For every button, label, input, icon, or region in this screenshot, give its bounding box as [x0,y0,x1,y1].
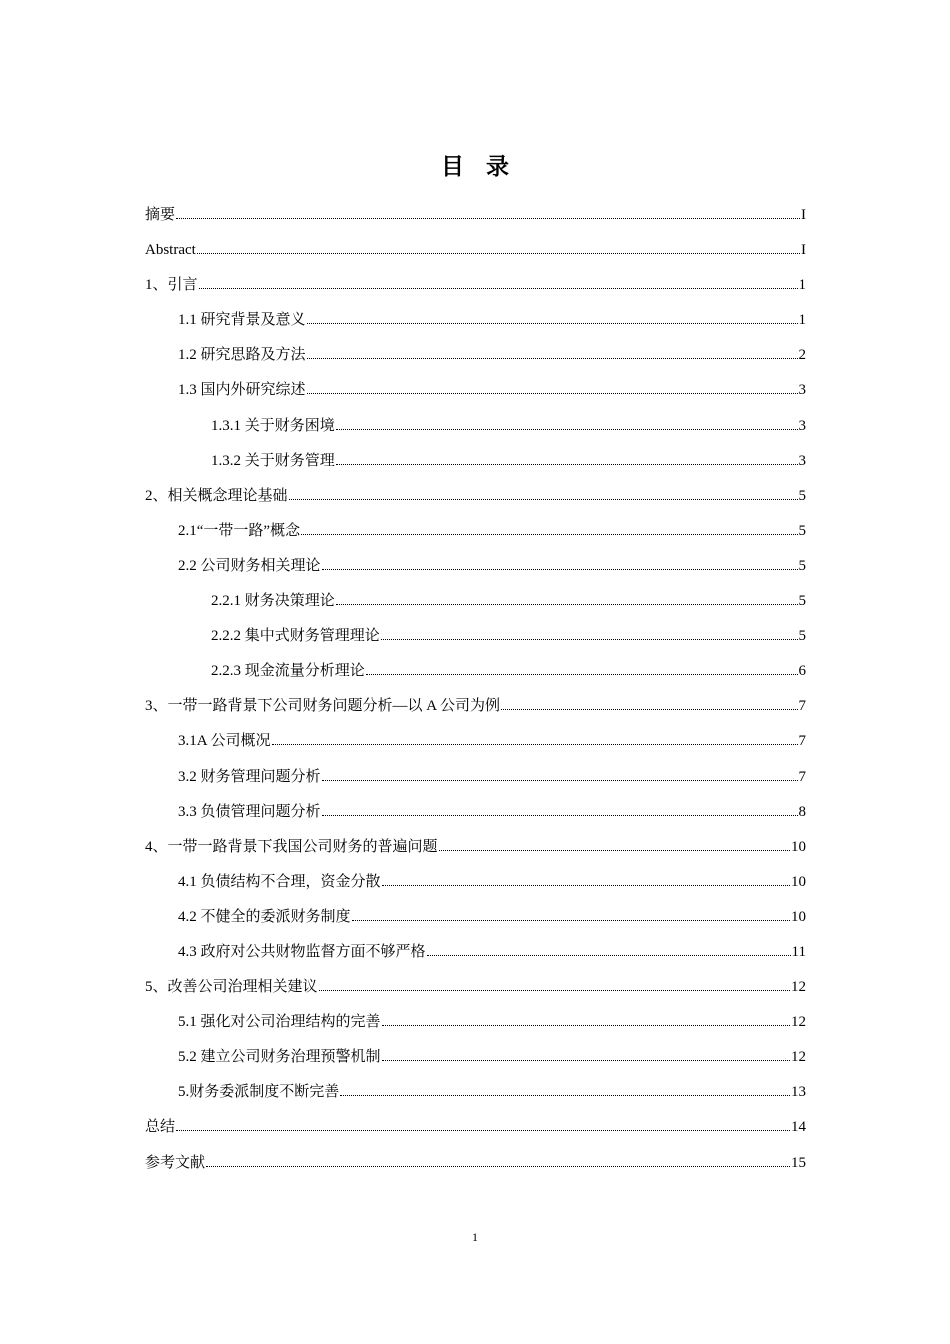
toc-entry-label: 2.2.1 财务决策理论 [211,593,335,610]
toc-entry-page: 1 [798,312,806,329]
toc-entry-page: 10 [791,908,806,925]
toc-entry[interactable] [145,479,806,514]
toc-entry-label: 总结 [145,1119,176,1136]
toc-entry-page: I [801,207,806,223]
toc-entry[interactable] [145,935,806,970]
toc-entry[interactable] [145,1005,806,1040]
dot-leader [352,920,790,921]
toc-entry-page: 3 [798,417,806,434]
toc-entry-page: 2 [798,347,806,364]
dot-leader [307,393,798,394]
toc-entry-page: 8 [798,803,806,820]
toc-entry-label: 1.2 研究思路及方法 [178,347,306,364]
toc-entry-label: 4.2 不健全的委派财务制度 [178,908,351,925]
toc-entry-page: 11 [791,943,806,960]
toc-entry-label: 1.1 研究背景及意义 [178,312,306,329]
toc-entry[interactable] [145,549,806,584]
toc-entry-label: 2、相关概念理论基础 [145,487,288,504]
dot-leader [197,253,800,254]
dot-leader [307,323,798,324]
toc-entry-label: 3.2 财务管理问题分析 [178,768,321,785]
toc-entry-page: 14 [791,1119,806,1136]
toc-entry[interactable] [145,1110,806,1145]
toc-title: 目录 [441,154,531,179]
toc-entry[interactable] [145,689,806,724]
toc-entry[interactable] [145,619,806,654]
toc-entry-label: 2.2 公司财务相关理论 [178,557,321,574]
toc-entry-label: 5.1 强化对公司治理结构的完善 [178,1014,381,1031]
toc-entry-label: 3、一带一路背景下公司财务问题分析—以 A 公司为例 [145,698,501,715]
toc-entry[interactable] [145,1075,806,1110]
toc-entry[interactable] [145,900,806,935]
toc-entry-page: 3 [798,452,806,469]
dot-leader [322,815,798,816]
toc-entry-label: 1.3.1 关于财务困境 [211,417,335,434]
toc-entry-page: 12 [791,979,806,996]
toc-entry-label: 摘要 [145,207,176,223]
toc-entry-page: 7 [798,698,806,715]
dot-leader [206,1166,790,1167]
toc-entry-page: 12 [791,1014,806,1031]
toc-entry[interactable] [145,444,806,479]
toc-entry-page: 5 [798,522,806,539]
dot-leader [336,604,798,605]
dot-leader [199,288,798,289]
dot-leader [382,885,790,886]
toc-entry-label: 3.1A 公司概况 [178,733,271,750]
toc-entry-label: 5.财务委派制度不断完善 [178,1084,340,1101]
toc-entry[interactable] [145,970,806,1005]
toc-entry[interactable] [145,303,806,338]
toc-entry-page: 5 [798,628,806,645]
toc-entry[interactable] [145,795,806,830]
toc-entry-label: 1、引言 [145,277,198,294]
toc-entry-label: 4、一带一路背景下我国公司财务的普遍问题 [145,838,438,855]
dot-leader [176,218,800,219]
dot-leader [427,955,791,956]
toc-entry-label: 4.1 负债结构不合理，资金分散 [178,873,381,890]
table-of-contents [145,198,806,1181]
toc-entry-label: 5.2 建立公司财务治理预警机制 [178,1049,381,1066]
toc-entry[interactable] [145,409,806,444]
toc-entry[interactable] [145,198,806,233]
toc-entry-page: 15 [791,1154,806,1171]
toc-entry-page: 7 [798,733,806,750]
dot-leader [319,990,790,991]
toc-entry-label: 1.3.2 关于财务管理 [211,452,335,469]
dot-leader [501,709,797,710]
toc-entry-label: 1.3 国内外研究综述 [178,382,306,399]
toc-entry-page: 12 [791,1049,806,1066]
dot-leader [176,1130,790,1131]
toc-entry[interactable] [145,584,806,619]
toc-entry[interactable] [145,233,806,268]
toc-entry-page: 3 [798,382,806,399]
toc-entry[interactable] [145,724,806,759]
toc-entry-page: 13 [791,1084,806,1101]
toc-entry-label: 参考文献 [145,1154,206,1171]
toc-entry-label: 2.2.3 现金流量分析理论 [211,663,365,680]
toc-entry-page: 5 [798,593,806,610]
dot-leader [336,464,798,465]
dot-leader [307,358,798,359]
dot-leader [289,499,798,500]
toc-entry-label: 2.1“一带一路”概念 [178,522,301,539]
dot-leader [340,1095,790,1096]
toc-entry-label: Abstract [145,242,196,259]
dot-leader [322,569,798,570]
toc-entry-label: 5、改善公司治理相关建议 [145,979,318,996]
dot-leader [301,534,797,535]
dot-leader [382,1060,790,1061]
dot-leader [439,850,790,851]
toc-entry-page: 6 [798,663,806,680]
toc-entry-page: 5 [798,557,806,574]
toc-entry-page: 5 [798,487,806,504]
toc-entry-label: 2.2.2 集中式财务管理理论 [211,628,380,645]
dot-leader [336,429,798,430]
toc-entry[interactable] [145,373,806,408]
page-number: 1 [472,1230,478,1244]
toc-entry-page: 7 [798,768,806,785]
toc-entry-label: 3.3 负债管理问题分析 [178,803,321,820]
toc-entry-page: 10 [791,873,806,890]
toc-entry[interactable] [145,865,806,900]
toc-entry-page: 1 [798,277,806,294]
dot-leader [322,780,798,781]
toc-entry-page: I [801,242,806,259]
toc-entry-label: 4.3 政府对公共财物监督方面不够严格 [178,943,426,960]
toc-entry[interactable] [145,338,806,373]
toc-entry-page: 10 [791,838,806,855]
dot-leader [366,674,798,675]
toc-entry[interactable] [145,760,806,795]
dot-leader [272,744,798,745]
dot-leader [382,1025,790,1026]
toc-entry[interactable] [145,514,806,549]
toc-entry[interactable] [145,654,806,689]
toc-entry[interactable] [145,268,806,303]
toc-entry[interactable] [145,830,806,865]
toc-entry[interactable] [145,1040,806,1075]
toc-entry[interactable] [145,1146,806,1181]
dot-leader [381,639,798,640]
